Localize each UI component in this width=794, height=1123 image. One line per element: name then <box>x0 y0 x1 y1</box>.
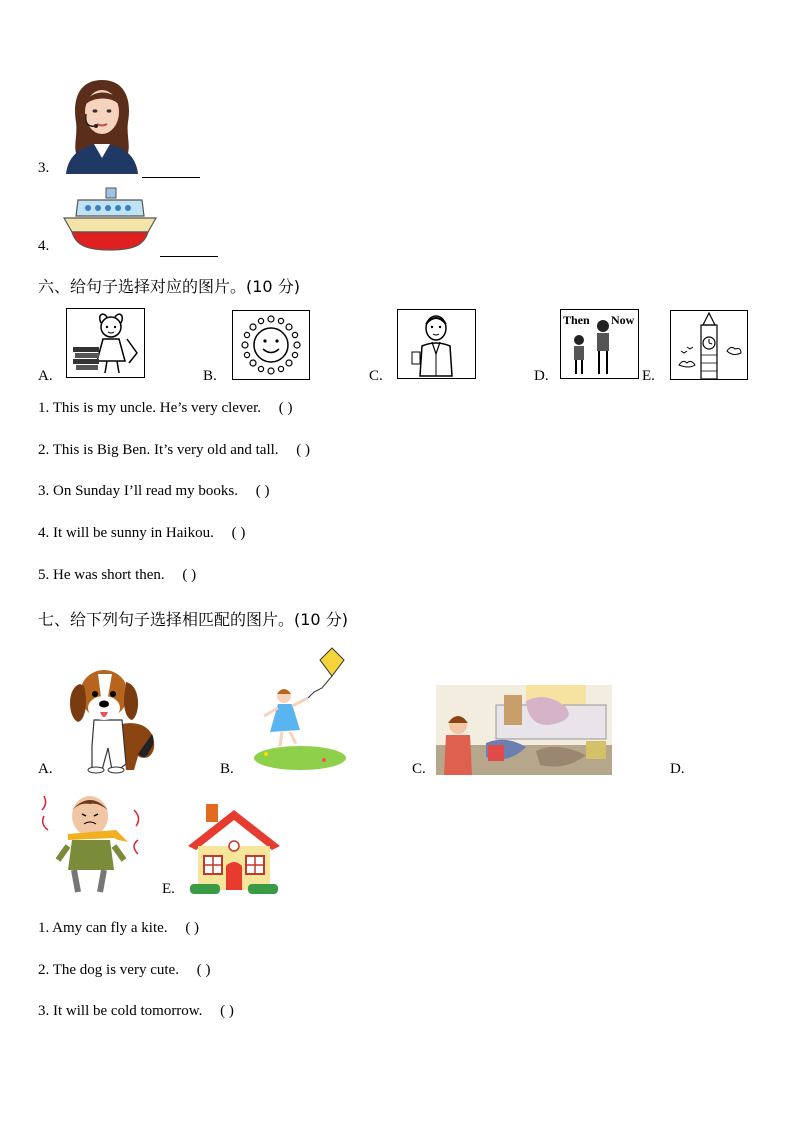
cold-boy-scarf-icon <box>38 790 146 896</box>
section-heading: 六、给句子选择对应的图片。(10 分) <box>38 277 300 296</box>
question-text: 2. The dog is very cute. <box>38 962 179 978</box>
option-label: D. <box>534 368 549 384</box>
question-row <box>38 400 293 417</box>
answer-paren[interactable]: ( ) <box>296 442 311 458</box>
option-label: C. <box>369 368 383 384</box>
answer-blank[interactable] <box>142 163 200 178</box>
option-label: E. <box>642 368 655 384</box>
answer-paren[interactable]: ( ) <box>220 1003 234 1019</box>
answer-paren[interactable]: ( ) <box>185 920 200 936</box>
messy-bedroom-icon <box>436 685 612 775</box>
question-text: 2. This is Big Ben. It’s very old and tall. <box>38 442 279 458</box>
answer-paren[interactable]: ( ) <box>231 525 246 541</box>
caption-now: Now <box>611 313 635 327</box>
question-row <box>38 442 310 459</box>
question-text: 3. It will be cold tomorrow. <box>38 1003 203 1019</box>
question-row <box>38 962 210 979</box>
question-row <box>38 483 269 500</box>
operator-woman-icon <box>62 76 142 174</box>
question-row <box>38 567 196 584</box>
ship-icon <box>62 186 158 252</box>
beagle-dog-icon <box>64 660 160 774</box>
option-label: B. <box>220 761 234 777</box>
girl-flying-kite-icon <box>252 646 350 772</box>
question-row <box>38 525 245 542</box>
option-label: E. <box>162 881 175 897</box>
answer-paren[interactable]: ( ) <box>255 483 270 499</box>
answer-paren[interactable]: ( ) <box>278 400 293 416</box>
caption-then: Then <box>563 313 590 327</box>
option-label: B. <box>203 368 217 384</box>
big-ben-icon <box>670 310 748 380</box>
item-number: 3. <box>38 160 50 176</box>
question-row <box>38 1003 234 1020</box>
option-label: A. <box>38 761 53 777</box>
option-label: D. <box>670 761 685 777</box>
answer-paren[interactable]: ( ) <box>182 567 197 583</box>
section-heading: 七、给下列句子选择相匹配的图片。(10 分) <box>38 610 348 629</box>
question-text: 3. On Sunday I’ll read my books. <box>38 483 238 499</box>
option-label: C. <box>412 761 426 777</box>
red-roof-house-icon <box>186 802 282 896</box>
question-text: 5. He was short then. <box>38 567 165 583</box>
question-text: 1. Amy can fly a kite. <box>38 920 168 936</box>
option-label: A. <box>38 368 53 384</box>
man-in-suit-icon <box>397 309 476 379</box>
question-text: 4. It will be sunny in Haikou. <box>38 525 214 541</box>
item-number: 4. <box>38 238 50 254</box>
girl-reading-books-icon <box>66 308 145 378</box>
question-text: 1. This is my uncle. He’s very clever. <box>38 400 262 416</box>
then-now-boys-icon <box>560 309 639 379</box>
answer-paren[interactable]: ( ) <box>196 962 211 978</box>
smiling-sun-icon <box>232 310 310 380</box>
question-row <box>38 920 199 937</box>
answer-blank[interactable] <box>160 242 218 257</box>
